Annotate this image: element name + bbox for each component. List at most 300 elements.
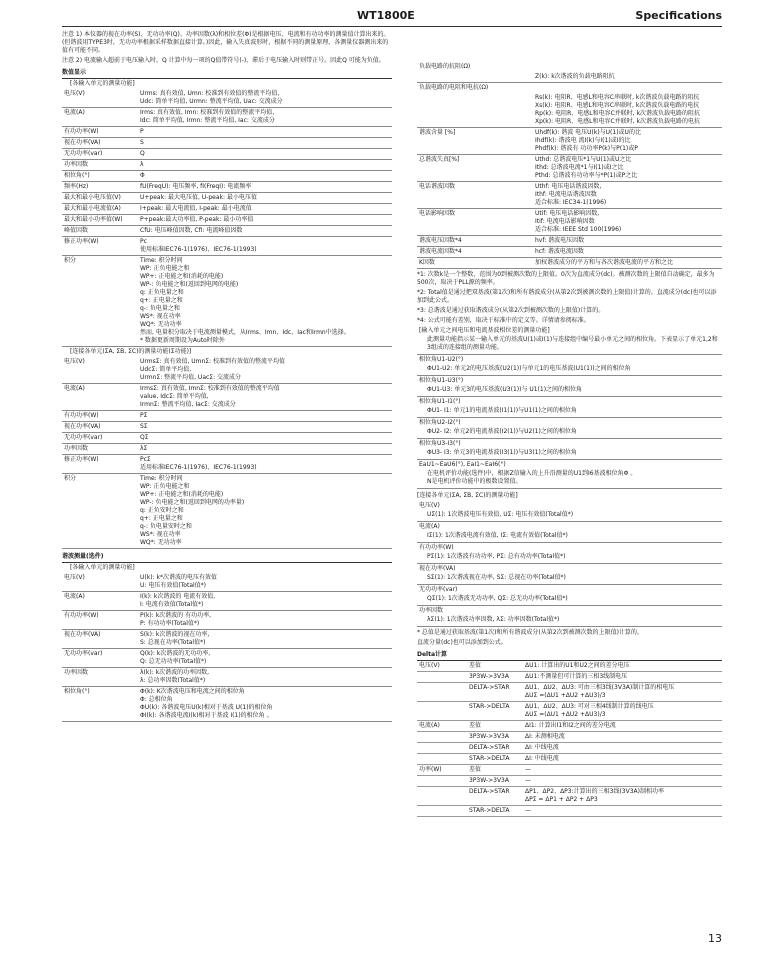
row-label: 谐波电流因数*4 — [417, 247, 533, 258]
delta-values — [523, 732, 722, 743]
row-label: 最大和最小功率值(W) — [62, 215, 138, 226]
row-value-line: P(k): k次谐波的 有功功率, — [140, 612, 211, 619]
row-values — [138, 357, 392, 384]
row-values — [138, 474, 392, 549]
row-value-line: I(k): k次谐波的 电流有效值, — [140, 593, 216, 600]
connection-item-text: SΣ(1): 1次谐波视在功率, SΣ: 总视在功率(Total值*) — [427, 574, 566, 581]
row-value-line: Pc — [140, 238, 147, 245]
row-values — [533, 128, 722, 155]
footnote: *1: 次数k是一个整数，范围为0到被测次数的上限值。0次为直流成分(dc)。被测次数的上限值自动确定，最多为500次，取决于PLL源的频率。 — [417, 271, 715, 286]
row-value-line: WQ*: 无功功率 — [140, 321, 182, 328]
row-label: 电流(A) — [62, 384, 138, 411]
row-label: 视在功率(VA) — [62, 630, 138, 649]
row-label: 电流(A) — [62, 108, 138, 127]
eau-line-2: N是电机评价功能中的极数设置值。 — [427, 478, 522, 485]
table-row — [62, 592, 392, 611]
delta-value-line: ΔU1: 计算出的U1和U2之间的差分电压 — [525, 662, 630, 669]
row-label: 积分 — [62, 474, 138, 549]
row-label: 总谐波失真[%] — [417, 155, 533, 182]
delta-values — [523, 743, 722, 754]
footnotes-harmonics — [417, 271, 722, 325]
row-value-line: S — [140, 139, 144, 146]
row-value-line: 适合标准: IEEE Std 100(1996) — [535, 226, 622, 233]
document-section-title: Specifications — [635, 9, 722, 22]
table-row — [417, 72, 722, 83]
row-label: 最大和最小电压值(V) — [62, 193, 138, 204]
table-row — [62, 422, 392, 433]
table-row — [62, 649, 392, 668]
table-row — [417, 236, 722, 247]
subsection-title-per-unit: [各输入单元的测量功能] — [70, 80, 135, 87]
harmonic-factors-table — [417, 128, 722, 269]
row-value-line: WP-: 负电能之和(返回到电网的电能) — [140, 281, 239, 288]
row-value-line: Ithf: 电流电话谐波因数 — [535, 191, 597, 198]
row-value-line: Z(k): k次谐波的负载电路阻抗 — [535, 73, 615, 80]
row-values — [138, 411, 392, 422]
row-label: 电压(V) — [62, 357, 138, 384]
row-values — [138, 138, 392, 149]
row-value-line: U+peak: 最大电压值, U-peak: 最小电压值 — [140, 194, 257, 201]
delta-quantity — [417, 743, 467, 754]
row-value-line: UdcΣ: 简单平均值, — [140, 366, 192, 373]
row-value-line: S(k): k次谐波的视在功率, — [140, 631, 210, 638]
row-label: 电话影响因数 — [417, 209, 533, 236]
table-row — [417, 93, 722, 128]
row-values — [138, 226, 392, 237]
row-label: 电流(A) — [62, 592, 138, 611]
delta-quantity — [417, 732, 467, 743]
section-title-measure: 数值显示 — [62, 69, 392, 79]
row-values — [138, 171, 392, 182]
row-value-line: Pthd: 总谐波有功功率与*P(1)或P之比 — [535, 172, 638, 179]
section-title-delta: Delta计算 — [417, 651, 722, 661]
row-values — [138, 611, 392, 630]
table-row — [417, 661, 722, 672]
connection-list — [417, 501, 722, 627]
left-column — [62, 31, 392, 722]
row-value-line: PΣ — [140, 412, 148, 419]
phase-item-title: 相位角U1-I1(°) — [419, 398, 461, 405]
row-value-line: ΦU(k): 各谐波电压U(k)相对于基波 U(1)的相位角 — [140, 704, 273, 711]
table-row — [62, 138, 392, 149]
connection-item-text: UΣ(1): 1次谐波电压有效值, UΣ: 电压有效值(Total值*) — [427, 511, 574, 518]
connection-item-text: λΣ(1): 1次谐波功率因数, λΣ: 功率因数(Total值*) — [427, 616, 560, 623]
row-value-line: hvf: 谐波电压因数 — [535, 237, 585, 244]
delta-mode: DELTA->STAR — [467, 683, 523, 702]
row-value-line: S: 总视在功率(Total值*) — [140, 639, 206, 646]
subsection-title-sigma: [连接各单元(ΣA, ΣB, ΣC)的测量功能(Σ功能)] — [70, 348, 192, 355]
row-value-line: U: 电压有效值(Total值*) — [140, 582, 207, 589]
table-row — [62, 226, 392, 237]
table-row — [417, 182, 722, 209]
table-row — [62, 630, 392, 649]
delta-quantity — [417, 776, 467, 787]
row-value-line: λΣ — [140, 445, 148, 452]
connection-item-title: 功率因数 — [419, 607, 444, 614]
row-value-line: CfU: 电压峰值因数, CfI: 电流峰值因数 — [140, 227, 243, 234]
delta-quantity: 功率(W) — [417, 765, 467, 776]
phase-item-text: ΦU1- I1: 单元1的电流基波(I1(1))与U1(1)之间的相位角 — [427, 407, 577, 414]
row-label: 相位角(°) — [62, 171, 138, 182]
subsection-title-harmonics-per-unit: [各输入单元的测量功能] — [70, 564, 135, 571]
row-value-line: UrmsΣ: 真有效值, UmnΣ: 校准到有效值的整流平均值 — [140, 358, 286, 365]
delta-mode: STAR->DELTA — [467, 702, 523, 721]
table-row — [417, 787, 722, 806]
table-row — [62, 256, 392, 347]
table-row — [62, 171, 392, 182]
connection-item — [417, 606, 722, 627]
phase-difference-title: [输入单元之间电压和电流基波相位差的测量功能] — [419, 327, 550, 334]
connection-item-title: 有功功率(W) — [419, 544, 454, 551]
table-row — [417, 683, 722, 702]
footnote: 直流分量(dc)也可以添加到公式。 — [417, 639, 507, 646]
table-row — [62, 357, 392, 384]
footnote: * 总值是通过获取基波(第1次)和所有谐波成分(从第2次到被测次数的上限值)计算的。 — [417, 629, 643, 636]
delta-mode: 差值 — [467, 721, 523, 732]
table-row — [417, 806, 722, 817]
row-value-line: 适用标准IEC76-1(1976)、IEC76-1(1993) — [140, 464, 257, 471]
row-value-line: q+: 正电量之和 — [140, 515, 183, 522]
delta-mode: DELTA->STAR — [467, 787, 523, 806]
row-values — [138, 237, 392, 256]
table-row — [417, 743, 722, 754]
phase-item-text: ΦU1-U3: 单元3的电压基波(U3(1))与 U1(1)之间的相位角 — [427, 386, 583, 393]
connection-item-text: PΣ(1): 1次谐波有功功率, PΣ: 总有功功率(Total值*) — [427, 553, 566, 560]
table-row — [417, 83, 722, 94]
notes-block — [62, 31, 392, 65]
table-row — [417, 209, 722, 236]
eau-line-1: 在电机评价功能(选件)中，根据Z信输入的上升沿测量的U1到I6基波相位角Φ 。 — [427, 470, 637, 477]
delta-quantity: 电流(A) — [417, 721, 467, 732]
row-values — [138, 193, 392, 204]
connection-item-title: 电压(V) — [419, 502, 440, 509]
row-value-line: WS*: 视在功率 — [140, 313, 181, 320]
delta-mode: DELTA->STAR — [467, 743, 523, 754]
table-row — [62, 687, 392, 722]
table-row — [62, 108, 392, 127]
table-row — [417, 765, 722, 776]
row-spacer — [417, 72, 533, 83]
row-label: 积分 — [62, 256, 138, 347]
row-value-line: U(k): k*次谐波的电压有效值 — [140, 574, 217, 581]
table-row — [62, 474, 392, 549]
row-label: 修正功率(W) — [62, 455, 138, 474]
table-row — [62, 668, 392, 687]
footnotes-connection — [417, 629, 722, 647]
delta-value-line: ΔU1:不测量但可计算的三相3线制电压 — [525, 673, 628, 680]
delta-value-line: — — [525, 766, 531, 773]
row-values — [138, 182, 392, 193]
delta-values — [523, 721, 722, 732]
connection-item — [417, 543, 722, 564]
phase-item — [417, 439, 722, 460]
row-value-line: Phdf(k): 谐波有 功功率P(k)与P(1)或P — [535, 145, 638, 152]
phase-item — [417, 418, 722, 439]
section-title-harmonics: 谐波测量(选件) — [62, 553, 392, 563]
row-value-line: Φ — [140, 172, 145, 179]
row-values — [138, 573, 392, 592]
row-value-line: Φ: 总相位角 — [140, 696, 173, 703]
row-label: 视在功率(VA) — [62, 422, 138, 433]
load-table — [417, 62, 722, 128]
delta-value-line: ΔI: 未测相电流 — [525, 733, 565, 740]
table-row — [62, 384, 392, 411]
connection-item-title: 视在功率(VA) — [419, 565, 456, 572]
delta-value-line: ΔU1、ΔU2、ΔU3: 可对三相4线制计算的线电压 — [525, 703, 654, 710]
row-value-line: WP+: 正电能之和(消耗的电能) — [140, 491, 224, 498]
row-label: 电话谐波因数 — [417, 182, 533, 209]
row-values — [138, 592, 392, 611]
row-value-line: Utif: 电压电话影响因数, — [535, 210, 600, 217]
phase-item-title: 相位角U3-I3(°) — [419, 440, 461, 447]
note-2: 注意 2) 电流输入超前于电压输入时，Q 计算中每一项的Q值带符号(-)，滞后于电压输入时则带正号。因此Q 可能为负值。 — [62, 57, 385, 64]
row-label: 功率因数 — [62, 668, 138, 687]
row-value-line: Udc: 简单平均值, Urmn: 整流平均值, Uac: 交流成分 — [140, 98, 283, 105]
connection-item — [417, 501, 722, 522]
row-label: 峰值因数 — [62, 226, 138, 237]
row-value-line: I: 电流有效值(Total值*) — [140, 601, 204, 608]
delta-mode: 3P3W->3V3A — [467, 732, 523, 743]
row-label: 电压(V) — [62, 573, 138, 592]
row-value-line: P: 有功功率(Total值*) — [140, 620, 200, 627]
row-values — [138, 444, 392, 455]
phase-difference-block — [417, 326, 722, 355]
delta-quantity — [417, 806, 467, 817]
row-value-line: Q — [140, 150, 145, 157]
row-value-line: Rp(k): 电阻R、电感L和电容C并联时, k次谐波负载电路的阻抗 — [535, 110, 701, 117]
delta-mode: STAR->DELTA — [467, 806, 523, 817]
row-value-line: value, IdcΣ: 简单平均值, — [140, 393, 209, 400]
footnote: *3: 总谐波是通过获取谐波成分(从第2次到被测次数的上限值)计算的。 — [417, 307, 605, 314]
phase-item — [417, 376, 722, 397]
row-value-line: Uhdf(k): 谐波 电压U(k)与U(1)或U的比 — [535, 129, 641, 136]
table-row — [62, 444, 392, 455]
row-value-line: q: 正负电量之和 — [140, 289, 184, 296]
table-row — [417, 754, 722, 765]
row-value-line: P+peak:最大功率值, P-peak: 最小功率值 — [140, 216, 254, 223]
document-model: WT1800E — [357, 9, 415, 22]
connection-item-title: 电流(A) — [419, 523, 440, 530]
row-value-line: 适合标准: IEC34-1(1996) — [535, 199, 607, 206]
row-value-line: IrmnΣ: 整流平均值, IacΣ: 交流成分 — [140, 401, 236, 408]
row-values — [138, 384, 392, 411]
row-label: 有功功率(W) — [62, 127, 138, 138]
table-row — [62, 455, 392, 474]
delta-table — [417, 661, 722, 817]
row-value-line: WQ*: 无功功率 — [140, 539, 182, 546]
table-row — [62, 204, 392, 215]
table-row — [417, 721, 722, 732]
delta-value-line: ΔPΣ = ΔP1 + ΔP2 + ΔP3 — [525, 796, 598, 803]
row-value-line: Ihdf(k): 谐波电 流I(k)与I(1)或I的比 — [535, 137, 631, 144]
table-row — [62, 573, 392, 592]
row-label: 有功功率(W) — [62, 411, 138, 422]
row-label: 最大和最小电流值(A) — [62, 204, 138, 215]
row-value-line: Time: 积分时间 — [140, 475, 183, 482]
table-row — [62, 149, 392, 160]
row-values — [533, 72, 722, 83]
measure-table-per-unit — [62, 89, 392, 347]
row-value-line: Ithd: 总谐波电流*1与I(1)或I之比 — [535, 164, 624, 171]
table-row — [62, 611, 392, 630]
row-values — [138, 215, 392, 226]
page-number: 13 — [708, 932, 722, 945]
row-value-line: Φ(k): K次谐波电压和电流之间的相位角 — [140, 688, 245, 695]
row-values — [138, 687, 392, 722]
row-value-line: ΦI(k): 各谐波电流I(k)相对于基波 I(1)的相位角 。 — [140, 712, 273, 719]
delta-values — [523, 765, 722, 776]
row-label: 频率(Hz) — [62, 182, 138, 193]
delta-quantity: 电压(V) — [417, 661, 467, 672]
footnote: *4: 公式可能有差别，取决于标准中的定义等。详情请参阅标准。 — [417, 317, 590, 324]
table-row — [417, 155, 722, 182]
delta-values — [523, 683, 722, 702]
row-label: 负载电路的抗阻(Ω) — [419, 63, 471, 70]
row-value-line: Rs(k): 电阻R、电感L和电容C串联时, k次谐波负载电路的阻抗 — [535, 94, 700, 101]
row-values — [138, 204, 392, 215]
delta-values — [523, 672, 722, 683]
delta-value-line: ΔU1、ΔU2、ΔU3: 可由三相3线(3V3A)制计算的相电压 — [525, 684, 675, 691]
row-value-line: hcf: 谐波电流因数 — [535, 248, 584, 255]
row-value-line: WS*: 视在功率 — [140, 531, 181, 538]
table-row — [417, 258, 722, 269]
row-value-line: 使用标准IEC76-1(1976)、IEC76-1(1993) — [140, 246, 257, 253]
delta-mode: 3P3W->3V3A — [467, 672, 523, 683]
row-label: 电压(V) — [62, 89, 138, 108]
phase-difference-list — [417, 355, 722, 460]
connection-item-text: QΣ(1): 1次谐波无功功率, QΣ: 总无功功率(Total值*) — [427, 595, 568, 602]
row-values — [533, 155, 722, 182]
delta-value-line: ΔI: 中线电流 — [525, 744, 559, 751]
delta-mode: 3P3W->3V3A — [467, 776, 523, 787]
row-value-line: WP: 正负电能之和 — [140, 483, 190, 490]
row-value-line: P — [140, 128, 144, 135]
delta-mode: STAR->DELTA — [467, 754, 523, 765]
right-column — [417, 62, 722, 817]
table-row — [62, 237, 392, 256]
table-row — [417, 672, 722, 683]
row-values — [138, 422, 392, 433]
row-values — [138, 89, 392, 108]
connection-item — [417, 564, 722, 585]
connection-item — [417, 585, 722, 606]
table-row — [62, 433, 392, 444]
row-values — [533, 258, 722, 269]
row-value-line: * 数据更新周期设为Auto时除外 — [140, 337, 225, 344]
row-values — [138, 127, 392, 138]
table-row — [417, 732, 722, 743]
eau-block — [417, 460, 722, 489]
row-value-line: Xp(k): 电阻R、电感L和电容C并联时, k次谐波负载电路的电抗 — [535, 118, 700, 125]
table-row — [62, 215, 392, 226]
delta-values — [523, 776, 722, 787]
row-value-line: 加权谐波成分的平方和与各次谐波电流的平方和之比 — [535, 259, 674, 266]
row-values — [138, 649, 392, 668]
table-row — [417, 776, 722, 787]
row-value-line: WP: 正负电能之和 — [140, 265, 190, 272]
delta-quantity — [417, 787, 467, 806]
table-row — [62, 193, 392, 204]
row-values — [533, 247, 722, 258]
row-value-line: λ(k): k次谐波的功率因数, — [140, 669, 210, 676]
measure-table-sigma — [62, 357, 392, 549]
row-value-line: Xs(k): 电阻R、电感L和电容C串联时, k次谐波负载电路的电抗 — [535, 102, 700, 109]
row-values — [138, 433, 392, 444]
row-value-line: λ — [140, 161, 144, 168]
row-label: 修正功率(W) — [62, 237, 138, 256]
row-label: 无功功率(var) — [62, 149, 138, 160]
row-value-line: fU(FreqU): 电压频率, fI(FreqI): 电流频率 — [140, 183, 252, 190]
row-values — [138, 108, 392, 127]
row-value-line: IrmsΣ: 真有效值, ImnΣ: 校准到有效值的整流平均值 — [140, 385, 280, 392]
delta-value-line: — — [525, 807, 531, 814]
row-value-line: SΣ — [140, 423, 148, 430]
header-rule — [62, 26, 722, 27]
phase-item-text: ΦU2- I2: 单元2的电流基波(I2(1))与U2(1)之间的相位角 — [427, 428, 577, 435]
eau-title: EaU1~EaU6(°), EaI1~EaI6(°) — [419, 461, 506, 468]
row-values — [138, 455, 392, 474]
row-values — [533, 182, 722, 209]
row-value-line: Itif: 电流电话影响因数 — [535, 218, 595, 225]
table-row — [62, 160, 392, 171]
table-row — [62, 89, 392, 108]
table-row — [417, 62, 722, 72]
row-value-line: Irms: 真有效值, Imn: 校准到有效值的整流平均值， — [140, 109, 279, 116]
row-label: 功率因数 — [62, 444, 138, 455]
delta-mode: 差值 — [467, 765, 523, 776]
row-value-line: Time: 积分时间 — [140, 257, 183, 264]
table-row — [62, 411, 392, 422]
delta-value-line: ΔP1、ΔP2、ΔP3:计算出的三相3线(3V3A)制相功率 — [525, 788, 664, 795]
row-value-line: λ: 总功率因数(Total值*) — [140, 677, 206, 684]
row-label: 负载电路的电阻和电抗(Ω) — [419, 84, 489, 91]
delta-quantity — [417, 702, 467, 721]
phase-item-text: ΦU1-U2: 单元2的电压基波(U2(1))与单元1的电压基波(U1(1))之间的相位角 — [427, 365, 631, 372]
row-value-line: PcΣ — [140, 456, 151, 463]
row-value-line: q+: 正电量之和 — [140, 297, 183, 304]
phase-item-text: ΦU3- I3: 单元3的电流基波(I3(1))与U3(1)之间的相位角 — [427, 449, 577, 456]
table-row — [417, 702, 722, 721]
row-label: K因数 — [417, 258, 533, 269]
row-values — [138, 668, 392, 687]
row-values — [533, 209, 722, 236]
row-value-line: q-: 负电量安时之和 — [140, 523, 192, 530]
row-label: 功率因数 — [62, 160, 138, 171]
row-label: 无功功率(var) — [62, 433, 138, 444]
row-value-line: Q: 总无功功率(Total值*) — [140, 658, 207, 665]
delta-mode: 差值 — [467, 661, 523, 672]
row-value-line: Uthf: 电压电话谐波因数, — [535, 183, 602, 190]
row-spacer — [417, 93, 533, 128]
row-value-line: UrmnΣ: 整流平均值, UacΣ: 交流成分 — [140, 374, 242, 381]
connection-item — [417, 522, 722, 543]
delta-values — [523, 787, 722, 806]
phase-difference-intro: 此测量功能指示某一输入单元的基波U(1)或I(1)与连接组中编号最小单元之间的相位角。下表显示了单元1,2和3组成的连接组的测量功能。 — [427, 336, 718, 351]
delta-value-line: ΔI: 中线电流 — [525, 755, 559, 762]
connection-item-text: IΣ(1): 1次谐波电流有效值, IΣ: 电流有效值(Total值*) — [427, 532, 568, 539]
row-value-line: 然而, 电量积分取决于电流测量模式，从Irms、Imn、Idc、Iac和Irmn中选择。 — [140, 329, 350, 336]
phase-item-title: 相位角U1-U3(°) — [419, 377, 464, 384]
row-value-line: Urms: 真有效值, Umn: 校准到有效值的整流平均值， — [140, 90, 284, 97]
delta-quantity — [417, 683, 467, 702]
row-value-line: WP-: 负电能之和(返回到电网的功率量) — [140, 499, 245, 506]
row-values — [533, 236, 722, 247]
row-value-line: I+peak: 最大电流值, I-peak: 最小电流值 — [140, 205, 252, 212]
delta-value-line: ΔI1: 计算出I1和I2之间的差分电流 — [525, 722, 616, 729]
table-row — [62, 127, 392, 138]
row-values — [138, 149, 392, 160]
row-value-line: QΣ — [140, 434, 149, 441]
